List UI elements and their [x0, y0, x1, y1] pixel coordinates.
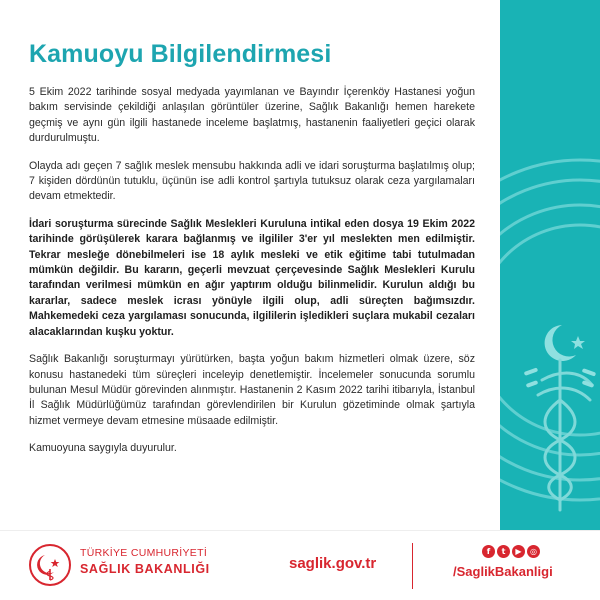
youtube-icon[interactable]: ▶	[512, 545, 525, 558]
social-icons	[482, 545, 540, 558]
footer	[0, 530, 600, 600]
ministry-line1: TÜRKİYE CUMHURİYETİ	[80, 547, 208, 559]
instagram-icon[interactable]: ◎	[527, 545, 540, 558]
website-link[interactable]: saglik.gov.tr	[289, 555, 377, 572]
ministry-name	[80, 547, 210, 576]
social-handle[interactable]: /SaglikBakanligi	[453, 564, 553, 579]
paragraph-4: Sağlık Bakanlığı soruşturmayı yürütürken, başta yoğun bakım hizmetleri olmak üzere, söz konusu hastanedeki tüm süreçleri inceleyip denetlemiştir. İncelemeler sonucunda sorumlu bulunan Mesul Müdür görevinden alınmıştır. Hastanenin 2 Kasım 2022 tarihi itibarıyla, İstanbul İl Sağlık Müdürlüğümüz tarafından görevlendirilen bir Kurulun gözetiminde olmak şartıyla hizmet vermeye devam etmesine müsaade edilmiştir.	[29, 353, 475, 427]
paragraph-1: 5 Ekim 2022 tarihinde sosyal medyada yayımlanan ve Bayındır İçerenköy Hastanesi yoğun bakım servisinde çekildiği anlaşılan görüntüler üzerine, Sağlık Bakanlığı hemen harekete geçmiş ve aynı gün ilgili hastanede inceleme başlatmış, hastanenin faaliyetleri geçici olarak durdurulmuştu.	[29, 86, 475, 145]
ministry-logo-icon	[28, 543, 72, 587]
twitter-icon[interactable]: t	[497, 545, 510, 558]
footer-divider	[412, 543, 413, 589]
closing-line: Kamuoyuna saygıyla duyurulur.	[29, 442, 177, 455]
paragraph-3-bold: İdari soruşturma sürecinde Sağlık Meslekleri Kuruluna intikal eden dosya 19 Ekim 2022 tarihinde görüşülerek karara bağlanmış ve ilgililer 3'er yıl meslekten men edilmiştir. Tekrar mesleğe dönebilmeleri ise 18 aylık mesleki ve etik eğitime tabi tutulmadan mümkün değildir. Bu kararın, geçerli mevzuat çerçevesinde Sağlık Meslekleri Kurulu tarafından verilmesi mümkün en ağır yaptırım olduğu bilinmelidir. Kurulun aldığı bu kararlar, sadece meslek icrası yönüyle ilgili olup, adli süreçten bağımsızdır. Mahkemedeki ceza yargılaması sonucunda, ilgililerin işledikleri suçlara mukabil cezaları alacaklarından kuşku yoktur.	[29, 217, 475, 338]
announcement-body	[29, 85, 475, 469]
caduceus-emblem-icon	[500, 0, 600, 530]
page-title: Kamuoyu Bilgilendirmesi	[29, 40, 332, 68]
paragraph-2: Olayda adı geçen 7 sağlık meslek mensubu hakkında adli ve idari soruşturma başlatılmış olup; 7 kişiden dördünün tutuklu, üçünün ise adli kontrol şartıyla tutuksuz olarak ceza yargılamaları devam etmektedir.	[29, 159, 475, 203]
decorative-side-band	[500, 0, 600, 530]
facebook-icon[interactable]: f	[482, 545, 495, 558]
ministry-line2: SAĞLIK BAKANLIĞI	[80, 562, 210, 576]
